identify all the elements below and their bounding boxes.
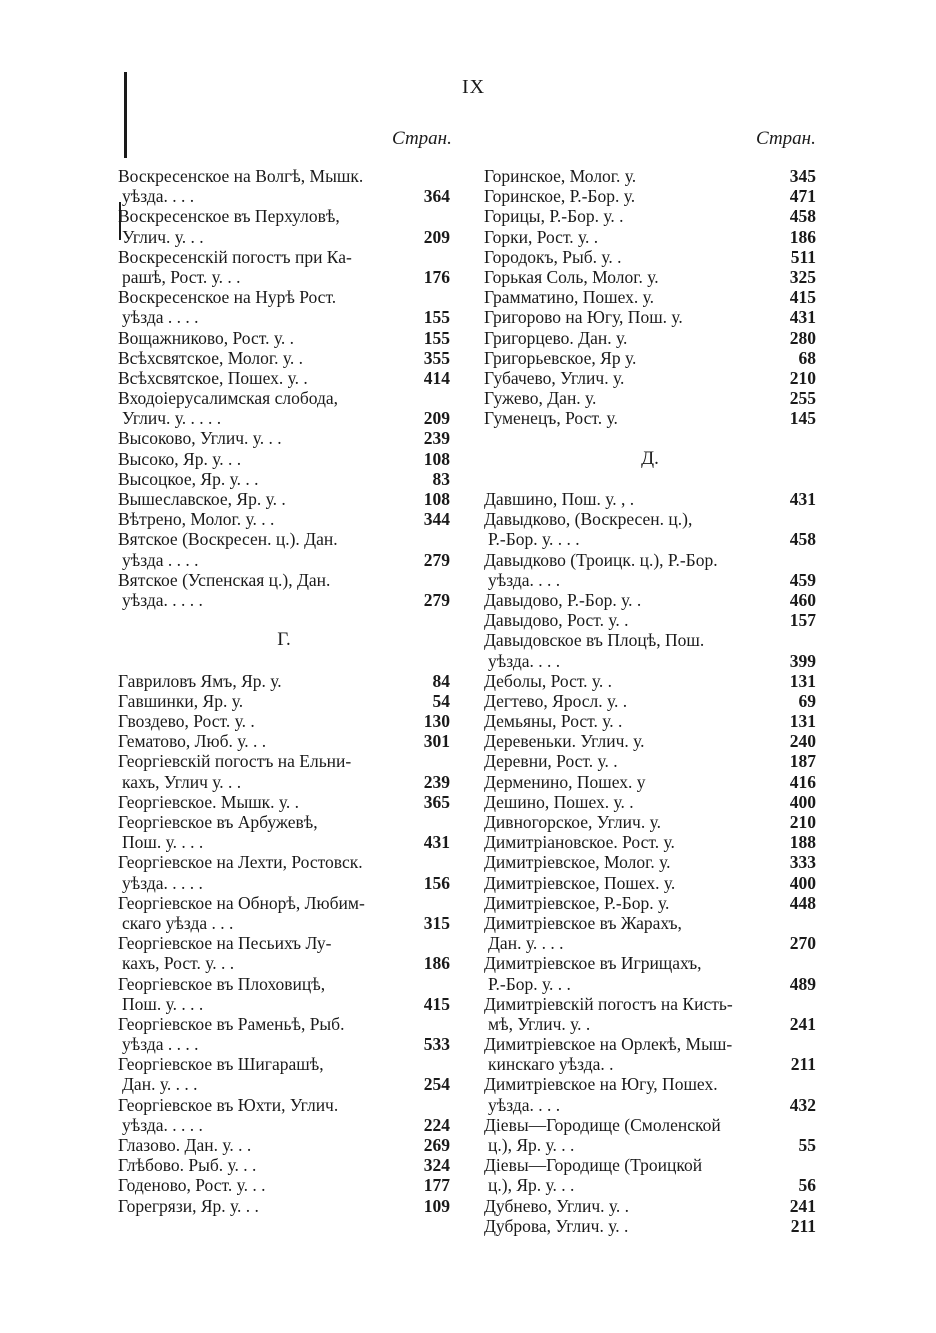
index-entry [484, 247, 816, 267]
page-ref: 68 [798, 347, 816, 368]
index-entry [484, 1054, 816, 1074]
page-ref: 254 [423, 1074, 450, 1095]
entry-text: Деревни, Рост. у. . [484, 751, 618, 772]
page-number: IX [462, 76, 486, 98]
page-ref: 280 [789, 327, 816, 348]
entry-text: Дубнево, Углич. у. . [484, 1195, 630, 1216]
page-ref: 400 [789, 791, 816, 812]
entry-text: Димитріановское. Рост. у. [484, 832, 675, 853]
page-ref: 471 [789, 186, 816, 207]
page-ref: 324 [423, 1155, 450, 1176]
page-ref: 431 [423, 832, 450, 853]
entry-text: Димитріевское въ Игрищахъ, [484, 953, 702, 974]
index-entry [484, 1216, 816, 1236]
entry-text: Димитріевское, Пошех. у. [484, 872, 676, 893]
index-entry [118, 1074, 450, 1094]
entry-text: Воскресенское на Нурѣ Рост. [118, 287, 337, 308]
entry-text: Годеново, Рост. у. . . [118, 1175, 266, 1196]
index-entry [118, 792, 450, 812]
entry-text: уѣзда. . . . . [122, 589, 203, 610]
index-entry [118, 933, 450, 953]
entry-text: Димитріевское на Орлекѣ, Мыш- [484, 1034, 733, 1055]
index-entry [484, 267, 816, 287]
page-ref: 533 [423, 1034, 450, 1055]
index-entry [484, 166, 816, 186]
entry-text: Димитріевское, Молог. у. [484, 852, 671, 873]
entry-text: Давыдово, Р.-Бор. у. . [484, 589, 642, 610]
index-entry [118, 1175, 450, 1195]
page-ref: 131 [789, 711, 816, 732]
index-entry [484, 428, 816, 448]
page-ref: 108 [423, 489, 450, 509]
entry-text: уѣзда. . . . [488, 569, 561, 590]
page-ref: 489 [789, 973, 816, 994]
index-entry [484, 1155, 816, 1175]
index-entry [484, 489, 816, 509]
entry-text: Димитріевское въ Жарахъ, [484, 912, 682, 933]
index-entry [118, 994, 450, 1014]
entry-text: Георгіевское въ Арбужевѣ, [118, 812, 318, 832]
index-entry [484, 751, 816, 771]
page-ref: 210 [789, 812, 816, 832]
index-entry [118, 550, 450, 570]
entry-text: Дерменино, Пошех. у [484, 771, 646, 792]
page-ref: 55 [798, 1135, 816, 1155]
entry-text: Деревеньки. Углич. у. [484, 731, 645, 752]
entry-text: Р.-Бор. у. . . . [488, 529, 580, 550]
index-entry [118, 328, 450, 348]
entry-text: Всѣхсвятское, Молог. у. . [118, 347, 303, 368]
entry-text: Георгіевскій погостъ на Ельни- [118, 751, 352, 772]
entry-text: Р.-Бор. у. . . [488, 973, 571, 994]
index-entry [118, 610, 450, 630]
index-entry [118, 913, 450, 933]
index-entry [484, 873, 816, 893]
index-entry [484, 368, 816, 388]
page-ref: 145 [789, 408, 816, 429]
page-ref: 186 [423, 953, 450, 974]
page-ref: 399 [789, 650, 816, 671]
entry-text: уѣзда . . . . [122, 1034, 199, 1055]
entry-text: Глѣбово. Рыб. у. . . [118, 1155, 257, 1176]
page-ref: 355 [423, 347, 450, 368]
page-ref: 187 [789, 751, 816, 772]
page-ref: 131 [789, 670, 816, 691]
left-column [118, 166, 450, 1216]
index-entry [484, 1034, 816, 1054]
entry-text: кахъ, Рост. у. . . [122, 953, 235, 974]
section-letter [118, 630, 450, 650]
index-entry [118, 711, 450, 731]
entry-text: Димитріевское, Р.-Бор. у. [484, 892, 670, 913]
page-ref: 415 [789, 287, 816, 308]
entry-text: Г. [277, 629, 291, 651]
index-entry [118, 1054, 450, 1074]
page-ref: 155 [423, 327, 450, 348]
index-entry [118, 570, 450, 590]
index-entry [484, 731, 816, 751]
index-entry [118, 832, 450, 852]
index-entry [118, 590, 450, 610]
index-entry [118, 388, 450, 408]
index-entry [484, 772, 816, 792]
page-ref: 177 [423, 1175, 450, 1196]
page-ref: 365 [423, 791, 450, 812]
page-ref: 431 [789, 307, 816, 328]
index-entry [118, 408, 450, 428]
entry-text: кинскаго уѣзда. . [488, 1054, 614, 1075]
entry-text: Вощажниково, Рост. у. . [118, 327, 294, 348]
index-entry [118, 893, 450, 913]
page-ref: 325 [789, 266, 816, 287]
entry-text: Вѣтрено, Молог. у. . . [118, 509, 275, 530]
page-ref: 416 [789, 771, 816, 792]
index-entry [484, 630, 816, 650]
entry-text: Воскресенское на Волгѣ, Мышк. [118, 166, 364, 186]
entry-text: Дивногорское, Углич. у. [484, 812, 661, 832]
entry-text: Входоіерусалимская слобода, [118, 388, 339, 409]
page-ref: 186 [789, 226, 816, 247]
margin-mark [124, 72, 127, 158]
index-entry [118, 1034, 450, 1054]
entry-text: Гвоздево, Рост. у. . [118, 711, 255, 732]
page-ref: 460 [789, 589, 816, 610]
page-ref: 239 [423, 771, 450, 792]
column-head-left: Стран. [392, 128, 452, 149]
entry-text: Георгіевское на Песьихъ Лу- [118, 933, 332, 954]
entry-text: Углич. у. . . [122, 226, 204, 247]
page-ref: 210 [789, 367, 816, 388]
page-ref: 176 [423, 266, 450, 287]
entry-text: Григорьевское, Яр у. [484, 347, 637, 368]
entry-text: Горинское, Р.-Бор. у. [484, 186, 636, 207]
index-entry [484, 1175, 816, 1195]
entry-text: Гужево, Дан. у. [484, 388, 597, 409]
index-entry [118, 489, 450, 509]
entry-text: Георгіевское въ Плоховицѣ, [118, 973, 326, 994]
page-ref: 448 [789, 892, 816, 913]
entry-text: Георгіевское на Обнорѣ, Любим- [118, 892, 365, 913]
index-entry [484, 974, 816, 994]
index-entry [484, 832, 816, 852]
index-entry [484, 388, 816, 408]
entry-text: Димитріевское на Югу, Пошех. [484, 1074, 718, 1095]
index-entry [484, 610, 816, 630]
index-entry [118, 529, 450, 549]
index-entry [484, 893, 816, 913]
page-ref: 130 [423, 711, 450, 732]
entry-text: Демьяны, Рост. у. . [484, 711, 623, 732]
index-entry [118, 186, 450, 206]
page-ref: 239 [423, 428, 450, 449]
entry-text: уѣзда. . . . . [122, 872, 203, 893]
entry-text: Деболы, Рост. у. . [484, 670, 613, 691]
index-entry [484, 307, 816, 327]
index-entry [118, 1115, 450, 1135]
page-ref: 459 [789, 569, 816, 590]
index-entry [118, 509, 450, 529]
index-entry [484, 348, 816, 368]
page-ref: 188 [789, 832, 816, 853]
index-entry [484, 711, 816, 731]
index-entry [484, 509, 816, 529]
entry-text: Георгіевское въ Раменьѣ, Рыб. [118, 1013, 345, 1034]
entry-text: Григорово на Югу, Пош. у. [484, 307, 683, 328]
entry-text: Высоко, Яр. у. . . [118, 448, 242, 469]
index-entry [118, 348, 450, 368]
page-ref: 458 [789, 529, 816, 550]
entry-text: Губачево, Углич. у. [484, 367, 625, 388]
entry-text: Дешино, Пошех. у. . [484, 791, 634, 812]
entry-text: мѣ, Углич. у. . [488, 1013, 591, 1034]
index-entry [118, 772, 450, 792]
entry-text: Горинское, Молог. у. [484, 166, 637, 186]
index-entry [484, 671, 816, 691]
entry-text: уѣзда. . . . . [122, 1114, 203, 1135]
entry-text: Горки, Рост. у. . [484, 226, 599, 247]
index-entry [118, 731, 450, 751]
entry-text: кахъ, Углич у. . . [122, 771, 242, 792]
page-ref: 209 [423, 226, 450, 247]
index-entry [118, 812, 450, 832]
page-ref: 315 [423, 912, 450, 933]
entry-text: уѣзда. . . . [488, 650, 561, 671]
index-entry [118, 267, 450, 287]
page-ref: 83 [432, 468, 450, 489]
index-entry [118, 307, 450, 327]
index-entry [118, 428, 450, 448]
index-entry [484, 953, 816, 973]
entry-text: уѣзда . . . . [122, 549, 199, 570]
entry-text: Всѣхсвятское, Пошех. у. . [118, 367, 308, 388]
index-entry [484, 590, 816, 610]
page-ref: 431 [789, 489, 816, 509]
entry-text: Дан. у. . . . [122, 1074, 198, 1095]
right-column [484, 166, 816, 1236]
index-entry [484, 1074, 816, 1094]
entry-text: Глазово. Дан. у. . . [118, 1135, 252, 1155]
page-ref: 432 [789, 1094, 816, 1115]
index-entry [118, 206, 450, 226]
index-entry [484, 1115, 816, 1135]
entry-text: скаго уѣзда . . . [122, 912, 234, 933]
index-entry [118, 368, 450, 388]
index-entry [484, 1014, 816, 1034]
index-entry [118, 227, 450, 247]
index-entry [484, 186, 816, 206]
page-ref: 301 [423, 731, 450, 752]
entry-text: Дуброва, Углич. у. . [484, 1215, 629, 1236]
entry-text: Воскресенское въ Перхуловѣ, [118, 206, 340, 227]
entry-text: Гематово, Люб. у. . . [118, 731, 267, 752]
entry-text: Вышеславское, Яр. у. . [118, 489, 286, 509]
index-entry [118, 1014, 450, 1034]
page-ref: 270 [789, 933, 816, 954]
page-ref: 108 [423, 448, 450, 469]
index-entry [484, 469, 816, 489]
entry-text: Высоцкое, Яр. у. . . [118, 468, 259, 489]
entry-text: Воскресенскій погостъ при Ка- [118, 246, 352, 267]
entry-text: Вятское (Воскресен. ц.). Дан. [118, 529, 338, 550]
entry-text: Пош. у. . . . [122, 832, 204, 853]
index-entry [484, 994, 816, 1014]
page-ref: 415 [423, 993, 450, 1014]
index-entry [118, 1135, 450, 1155]
index-entry [118, 953, 450, 973]
entry-text: Дегтево, Яросл. у. . [484, 690, 628, 711]
page-ref: 344 [423, 509, 450, 530]
index-entry [484, 227, 816, 247]
index-entry [118, 1196, 450, 1216]
index-entry [118, 247, 450, 267]
page-ref: 414 [423, 367, 450, 388]
page-ref: 157 [789, 610, 816, 631]
page-ref: 241 [789, 1195, 816, 1216]
entry-text: Давыдовское въ Плоцѣ, Пош. [484, 630, 705, 651]
page-ref: 279 [423, 589, 450, 610]
entry-text: Горицы, Р.-Бор. у. . [484, 206, 624, 227]
section-letter [484, 449, 816, 469]
entry-text: Димитріевскій погостъ на Кисть- [484, 993, 733, 1014]
page-ref: 255 [789, 388, 816, 409]
page-ref: 54 [432, 690, 450, 711]
entry-text: уѣзда. . . . [122, 186, 195, 207]
index-entry [118, 852, 450, 872]
index-entry [484, 287, 816, 307]
index-entry [118, 974, 450, 994]
entry-text: уѣзда. . . . [488, 1094, 561, 1115]
page-ref: 458 [789, 206, 816, 227]
page-ref: 84 [432, 670, 450, 691]
entry-text: Георгіевское на Лехти, Ростовск. [118, 852, 363, 873]
index-entry [484, 812, 816, 832]
page-ref: 211 [790, 1054, 816, 1075]
page-ref: 269 [423, 1135, 450, 1155]
entry-text: Высоково, Углич. у. . . [118, 428, 282, 449]
page-ref: 240 [789, 731, 816, 752]
entry-text: рашѣ, Рост. у. . . [122, 266, 241, 287]
index-entry [484, 651, 816, 671]
page-ref: 345 [789, 166, 816, 186]
index-entry [484, 206, 816, 226]
page-ref: 156 [423, 872, 450, 893]
index-entry [484, 1196, 816, 1216]
entry-text: Гуменецъ, Рост. у. [484, 408, 618, 429]
page-ref: 224 [423, 1114, 450, 1135]
page-ref: 56 [798, 1175, 816, 1196]
index-entry [484, 328, 816, 348]
index-entry [118, 671, 450, 691]
index-entry [118, 1155, 450, 1175]
entry-text: Георгіевское. Мышк. у. . [118, 791, 300, 812]
index-entry [484, 1135, 816, 1155]
index-entry [484, 1095, 816, 1115]
page-ref: 209 [423, 408, 450, 429]
entry-text: Д. [641, 447, 659, 469]
index-entry [484, 913, 816, 933]
index-entry [118, 449, 450, 469]
entry-text: Григорцево. Дан. у. [484, 327, 628, 348]
entry-text: Горегрязи, Яр. у. . . [118, 1195, 259, 1216]
index-entry [118, 873, 450, 893]
entry-text: Давыдово, Рост. у. . [484, 610, 629, 631]
entry-text: Горькая Соль, Молог. у. [484, 266, 659, 287]
entry-text: ц.), Яр. у. . . [488, 1175, 575, 1196]
entry-text: Георгіевское въ Шигарашѣ, [118, 1054, 324, 1075]
index-entry [484, 570, 816, 590]
page-ref: 511 [790, 246, 816, 267]
index-entry [484, 529, 816, 549]
index-entry [118, 691, 450, 711]
entry-text: Діевы—Городище (Смоленской [484, 1114, 721, 1135]
index-entry [484, 852, 816, 872]
page-ref: 279 [423, 549, 450, 570]
index-entry [118, 469, 450, 489]
entry-text: Давыдково (Троицк. ц.), Р.-Бор. [484, 549, 718, 570]
page-ref: 241 [789, 1013, 816, 1034]
entry-text: Городокъ, Рыб. у. . [484, 246, 622, 267]
entry-text: Вятское (Успенская ц.), Дан. [118, 569, 331, 590]
entry-text: ц.), Яр. у. . . [488, 1135, 575, 1155]
page-ref: 400 [789, 872, 816, 893]
page-ref: 69 [798, 690, 816, 711]
entry-text: Давыдково, (Воскресен. ц.), [484, 509, 693, 530]
page-ref: 109 [423, 1195, 450, 1216]
index-entry [484, 550, 816, 570]
index-entry [118, 287, 450, 307]
entry-text: Гавриловъ Ямъ, Яр. у. [118, 670, 282, 691]
index-entry [118, 651, 450, 671]
entry-text: Давшино, Пош. у. , . [484, 489, 635, 509]
entry-text: Углич. у. . . . . [122, 408, 222, 429]
entry-text: Діевы—Городище (Троицкой [484, 1155, 703, 1176]
page-ref: 333 [789, 852, 816, 873]
index-entry [484, 933, 816, 953]
index-entry [484, 691, 816, 711]
index-entry [118, 166, 450, 186]
index-entry [484, 792, 816, 812]
page-ref: 155 [423, 307, 450, 328]
entry-text: уѣзда . . . . [122, 307, 199, 328]
entry-text: Георгіевское въ Юхти, Углич. [118, 1094, 339, 1115]
entry-text: Грамматино, Пошех. у. [484, 287, 655, 308]
index-entry [118, 1095, 450, 1115]
page-ref: 211 [790, 1215, 816, 1236]
entry-text: Гавшинки, Яр. у. [118, 690, 244, 711]
index-entry [484, 408, 816, 428]
page-ref: 364 [423, 186, 450, 207]
entry-text: Дан. у. . . . [488, 933, 564, 954]
entry-text: Пош. у. . . . [122, 993, 204, 1014]
column-head-right: Стран. [756, 128, 816, 149]
index-entry [118, 751, 450, 771]
